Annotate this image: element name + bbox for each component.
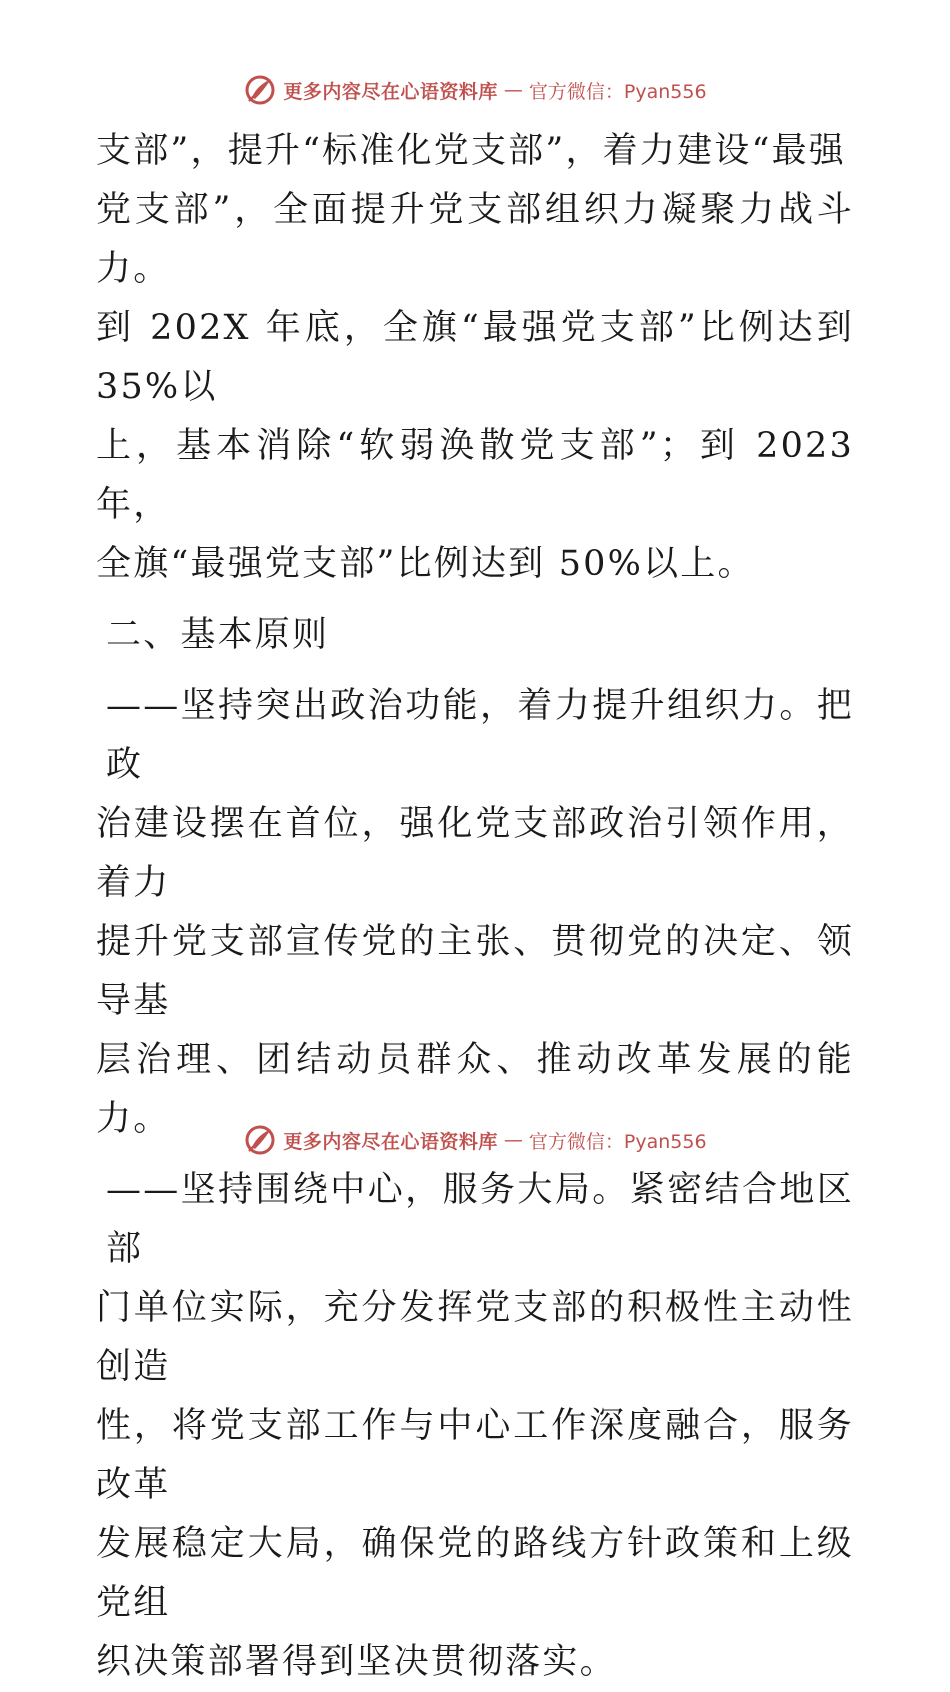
watermark-brand-text: 更多内容尽在心语资料库 bbox=[283, 80, 498, 103]
paragraph-principle-1 bbox=[96, 677, 854, 1149]
watermark-brand-text: 更多内容尽在心语资料库 bbox=[283, 1130, 498, 1153]
watermark-dash: — bbox=[503, 1129, 523, 1151]
paragraph-goals bbox=[96, 122, 854, 594]
text-line: 党支部”，全面提升党支部组织力凝聚力战斗力。 bbox=[96, 190, 854, 289]
document-body bbox=[96, 122, 854, 1692]
header-watermark bbox=[0, 72, 950, 108]
watermark-dash: — bbox=[503, 79, 523, 101]
text-line: ——坚持突出政治功能，着力提升组织力。把政 bbox=[106, 686, 854, 785]
text-line: 性，将党支部工作与中心工作深度融合，服务改革 bbox=[96, 1406, 854, 1505]
section-heading: 二、基本原则 bbox=[106, 615, 330, 655]
footer-watermark bbox=[0, 1122, 950, 1158]
text-line: 提升党支部宣传党的主张、贯彻党的决定、领导基 bbox=[96, 922, 854, 1021]
quill-logo-icon bbox=[243, 1123, 277, 1157]
text-line: 全旗“最强党支部”比例达到 50%以上。 bbox=[96, 544, 755, 584]
text-line: 到 202X 年底，全旗“最强党支部”比例达到 35%以 bbox=[96, 308, 854, 407]
text-line: 织决策部署得到坚决贯彻落实。 bbox=[96, 1642, 617, 1682]
quill-logo-icon bbox=[243, 73, 277, 107]
text-line: 治建设摆在首位，强化党支部政治引领作用，着力 bbox=[96, 804, 854, 903]
watermark-contact: 官方微信：Pyan556 bbox=[528, 80, 707, 103]
text-line: 支部”，提升“标准化党支部”，着力建设“最强 bbox=[96, 131, 846, 171]
text-line: ——坚持围绕中心，服务大局。紧密结合地区部 bbox=[106, 1170, 854, 1269]
text-line: 门单位实际，充分发挥党支部的积极性主动性创造 bbox=[96, 1288, 854, 1387]
paragraph-principle-2 bbox=[96, 1161, 854, 1692]
text-line: 层治理、团结动员群众、推动改革发展的能力。 bbox=[96, 1040, 854, 1139]
text-line: 发展稳定大局，确保党的路线方针政策和上级党组 bbox=[96, 1524, 854, 1623]
text-line: 上，基本消除“软弱涣散党支部”；到 2023 年， bbox=[96, 426, 854, 525]
watermark-contact: 官方微信：Pyan556 bbox=[528, 1130, 707, 1153]
